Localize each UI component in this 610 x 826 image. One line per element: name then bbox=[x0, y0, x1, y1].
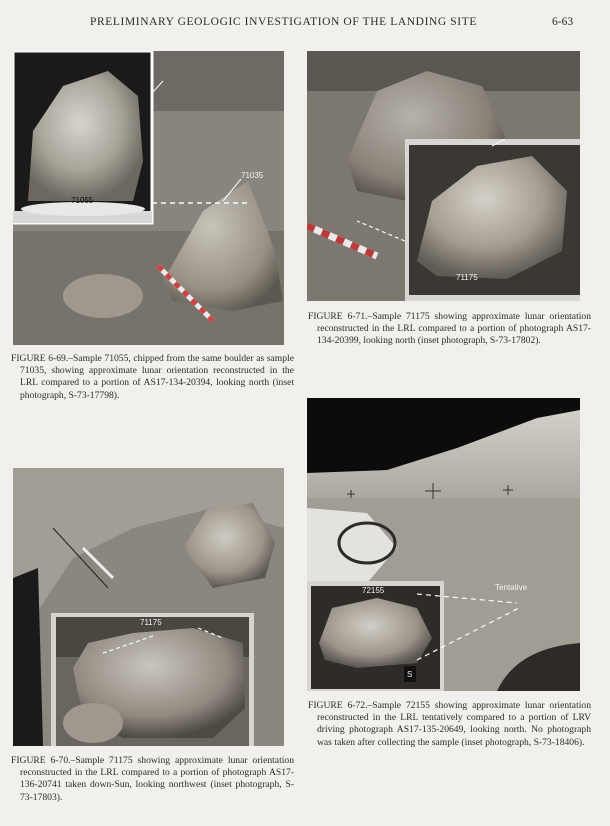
running-title: PRELIMINARY GEOLOGIC INVESTIGATION OF THE LANDING SITE bbox=[90, 16, 477, 28]
label-72155: 72155 bbox=[362, 586, 385, 595]
figure-6-71-photo bbox=[307, 51, 580, 301]
figure-6-70-caption: FIGURE 6-70.–Sample 71175 showing approximate lunar orientation reconstructed in the LRL compared to a portion of photograph AS17-136-20741 taken down-Sun, looking northwest (inset photograph, S-73-17803). bbox=[11, 755, 294, 803]
label-71175-fig70: 71175 bbox=[140, 618, 162, 627]
label-tentative: Tentative bbox=[495, 583, 528, 592]
figure-6-69-caption: FIGURE 6-69.–Sample 71055, chipped from the same boulder as sample 71035, showing approximate lunar orientation reconstructed in the LRL compared to a portion of AS17-134-20394, looking north (inset photograph, S-73-17798). bbox=[11, 353, 294, 401]
figure-6-70-photo bbox=[13, 468, 284, 746]
label-71055: 71055 bbox=[71, 196, 94, 205]
label-s-marker: S bbox=[407, 670, 413, 679]
page-number: 6-63 bbox=[552, 16, 574, 28]
figure-6-69-photo bbox=[13, 51, 284, 345]
page-header bbox=[0, 16, 610, 34]
label-71035: 71035 bbox=[241, 171, 264, 180]
figure-6-72-caption: FIGURE 6-72.–Sample 72155 showing approximate lunar orientation reconstructed in the LRL tentatively compared to a portion of LRV driving photograph AS17-135-20649, looking north. No photograph was taken after collecting the sample (inset photograph, S-73-18406). bbox=[308, 700, 591, 748]
figure-6-71-caption: FIGURE 6-71.–Sample 71175 showing approximate lunar orientation reconstructed in the LRL compared to a portion of photograph AS17-134-20399, looking north (inset photograph, S-73-17802). bbox=[308, 311, 591, 347]
label-71175-fig71: 71175 bbox=[456, 273, 478, 282]
figure-6-72-photo bbox=[307, 398, 580, 691]
